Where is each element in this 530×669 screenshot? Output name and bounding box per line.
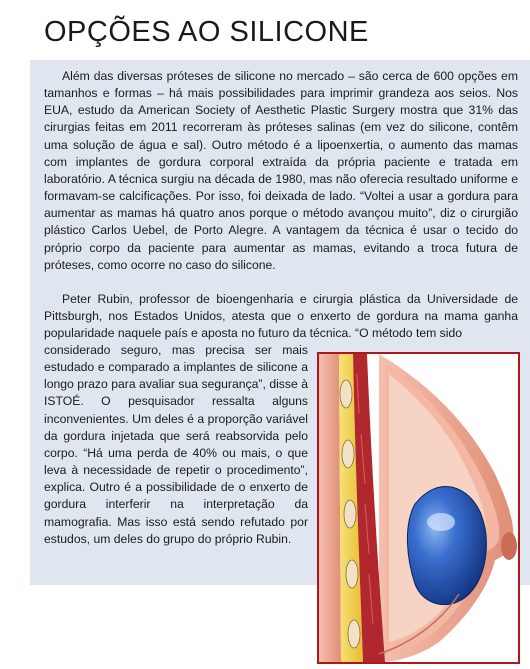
chest-skin-layer (319, 354, 341, 662)
article-paragraph-2-intro: Peter Rubin, professor de bioengenharia e cirurgia plástica da Universidade de Pittsburgh, nos Estados Unidos, atesta que o enxerto de gordura na mama ganha popularidade naquele país e aposta no futuro da técnica. “O método tem sido (44, 292, 518, 341)
implant-highlight (427, 513, 455, 531)
article-paragraph-1: Além das diversas próteses de silicone no mercado – são cerca de 600 opções em tamanhos e formas – há mais possibilidades para imprimir grandeza aos seios. Nos EUA, estudo da American Society of Aesthetic Plastic Surgery mostra que 31% das cirurgias feitas em 2011 recorreram às próteses salinas (em vez do silicone, contêm uma solução de água e sal). Outro método é a lipoenxertia, o aumento das mamas com implantes de gordura corporal extraída da própria paciente e tratada em laboratório. A técnica surgiu na década de 1980, mas não oferecia resultado uniforme e formavam-se calcificações. Por isso, foi deixada de lado. “Voltei a usar a gordura para aumentar as mamas há quatro anos porque o método avançou muito”, diz o cirurgião plástico Carlos Uebel, de Porto Alegre. A vantagem da técnica é usar o tecido do próprio corpo da paciente para aumentar as mamas, evitando a troca futura de próteses, como ocorre no caso do silicone. (44, 69, 518, 272)
implant-shell (407, 486, 486, 604)
implant-cross-section-drawing (319, 354, 518, 662)
nipple (501, 532, 517, 560)
implant-illustration (317, 352, 520, 664)
article-paragraph-2-continuation: considerado seguro, mas precisa ser mais estudado e comparado a implantes de silicone a longo prazo para avaliar sua segurança”, disse à ISTOÉ. O pesquisador ressalta alguns inconvenientes. Um deles é a proporção variável da gordura injetada que será reabsorvida pelo corpo. “Há uma perda de 40% ou mais, o que leva à necessidade de repetir o procedimento”, explica. Outro é a possibilidade de o enxerto de gordura interferir na interpretação da mamografia. Mas isso está sendo refutado por estudos, um deles do grupo do próprio Rubin. (44, 343, 308, 546)
article-title: OPÇÕES AO SILICONE (44, 16, 369, 48)
